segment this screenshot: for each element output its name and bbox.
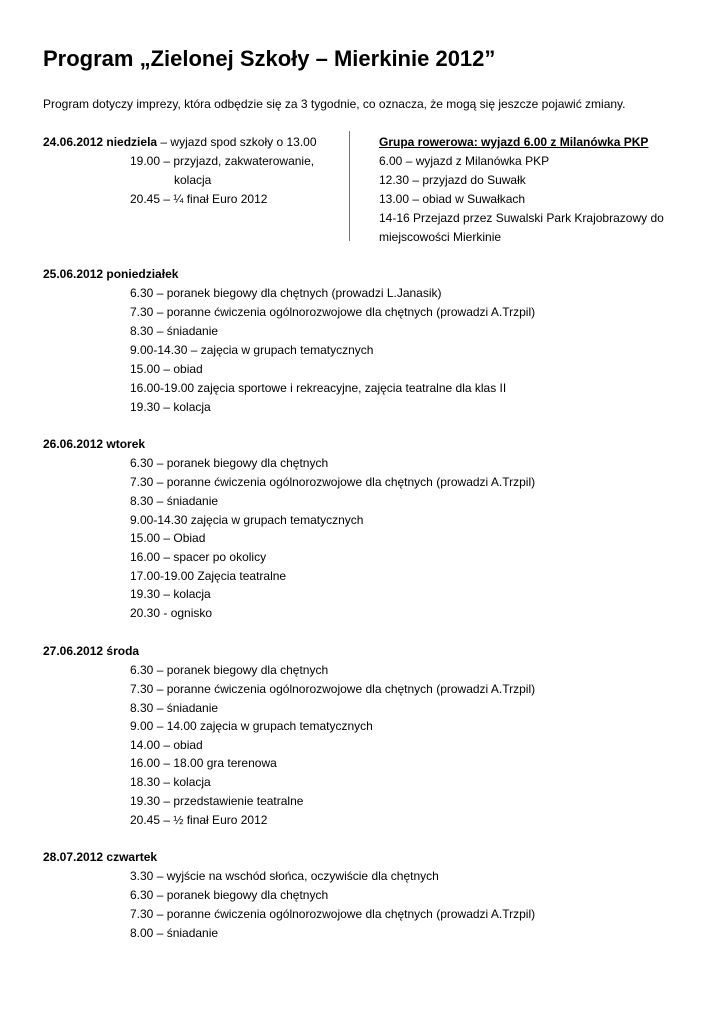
day3-item: 16.00 – spacer po okolicy <box>130 550 267 564</box>
day4-item: 6.30 – poranek biegowy dla chętnych <box>130 663 329 677</box>
day5-item: 3.30 – wyjście na wschód słońca, oczywiście dla chętnych <box>130 869 439 883</box>
column-divider <box>349 131 350 241</box>
day1-item: 20.45 – ¼ finał Euro 2012 <box>130 192 268 206</box>
document-title: Program „Zielonej Szkoły – Mierkinie 2012” <box>43 46 496 71</box>
day2-heading: 25.06.2012 poniedziałek <box>43 267 179 281</box>
day4-item: 18.30 – kolacja <box>130 775 211 789</box>
day1-heading: 24.06.2012 niedziela <box>43 135 158 149</box>
day3-item: 19.30 – kolacja <box>130 587 211 601</box>
day5-item: 8.00 – śniadanie <box>130 926 219 940</box>
bike-group-item: 14-16 Przejazd przez Suwalski Park Krajobrazowy do <box>379 211 664 225</box>
day3-item: 8.30 – śniadanie <box>130 494 219 508</box>
day4-item: 8.30 – śniadanie <box>130 701 219 715</box>
day2-item: 16.00-19.00 zajęcia sportowe i rekreacyjne, zajęcia teatralne dla klas II <box>130 381 507 395</box>
day4-item: 9.00 – 14.00 zajęcia w grupach tematycznych <box>130 719 373 733</box>
bike-group-item: miejscowości Mierkinie <box>379 230 502 244</box>
day3-item: 9.00-14.30 zajęcia w grupach tematycznych <box>130 513 364 527</box>
day4-item: 19.30 – przedstawienie teatralne <box>130 794 304 808</box>
day4-item: 7.30 – poranne ćwiczenia ogólnorozwojowe dla chętnych (prowadzi A.Trzpil) <box>130 682 536 696</box>
day1-item: kolacja <box>174 173 212 187</box>
day4-heading: 27.06.2012 środa <box>43 644 140 658</box>
bike-group-item: 12.30 – przyjazd do Suwałk <box>379 173 526 187</box>
day3-item: 15.00 – Obiad <box>130 531 206 545</box>
day2-item: 19.30 – kolacja <box>130 400 211 414</box>
day3-item: 17.00-19.00 Zajęcia teatralne <box>130 569 287 583</box>
day1-item: 19.00 – przyjazd, zakwaterowanie, <box>130 154 315 168</box>
day5-item: 7.30 – poranne ćwiczenia ogólnorozwojowe dla chętnych (prowadzi A.Trzpil) <box>130 907 536 921</box>
day5-heading: 28.07.2012 czwartek <box>43 850 158 864</box>
bike-group-heading: Grupa rowerowa: wyjazd 6.00 z Milanówka PKP <box>379 135 649 149</box>
day4-item: 20.45 – ½ finał Euro 2012 <box>130 813 268 827</box>
day2-item: 8.30 – śniadanie <box>130 324 219 338</box>
day1-first-line <box>43 133 317 151</box>
day3-item: 7.30 – poranne ćwiczenia ogólnorozwojowe dla chętnych (prowadzi A.Trzpil) <box>130 475 536 489</box>
day4-item: 14.00 – obiad <box>130 738 203 752</box>
day3-item: 6.30 – poranek biegowy dla chętnych <box>130 456 329 470</box>
day5-item: 6.30 – poranek biegowy dla chętnych <box>130 888 329 902</box>
day3-heading: 26.06.2012 wtorek <box>43 437 146 451</box>
intro-note: Program dotyczy imprezy, która odbędzie się za 3 tygodnie, co oznacza, że mogą się jeszcze pojawić zmiany. <box>43 97 626 111</box>
day2-item: 15.00 – obiad <box>130 362 203 376</box>
day4-item: 16.00 – 18.00 gra terenowa <box>130 756 277 770</box>
day2-item: 9.00-14.30 – zajęcia w grupach tematycznych <box>130 343 374 357</box>
day1-first-item: – wyjazd spod szkoły o 13.00 <box>157 135 317 149</box>
bike-group-item: 13.00 – obiad w Suwałkach <box>379 192 526 206</box>
day2-item: 6.30 – poranek biegowy dla chętnych (prowadzi L.Janasik) <box>130 286 442 300</box>
bike-group-item: 6.00 – wyjazd z Milanówka PKP <box>379 154 550 168</box>
day3-item: 20.30 - ognisko <box>130 606 213 620</box>
day2-item: 7.30 – poranne ćwiczenia ogólnorozwojowe dla chętnych (prowadzi A.Trzpil) <box>130 305 536 319</box>
